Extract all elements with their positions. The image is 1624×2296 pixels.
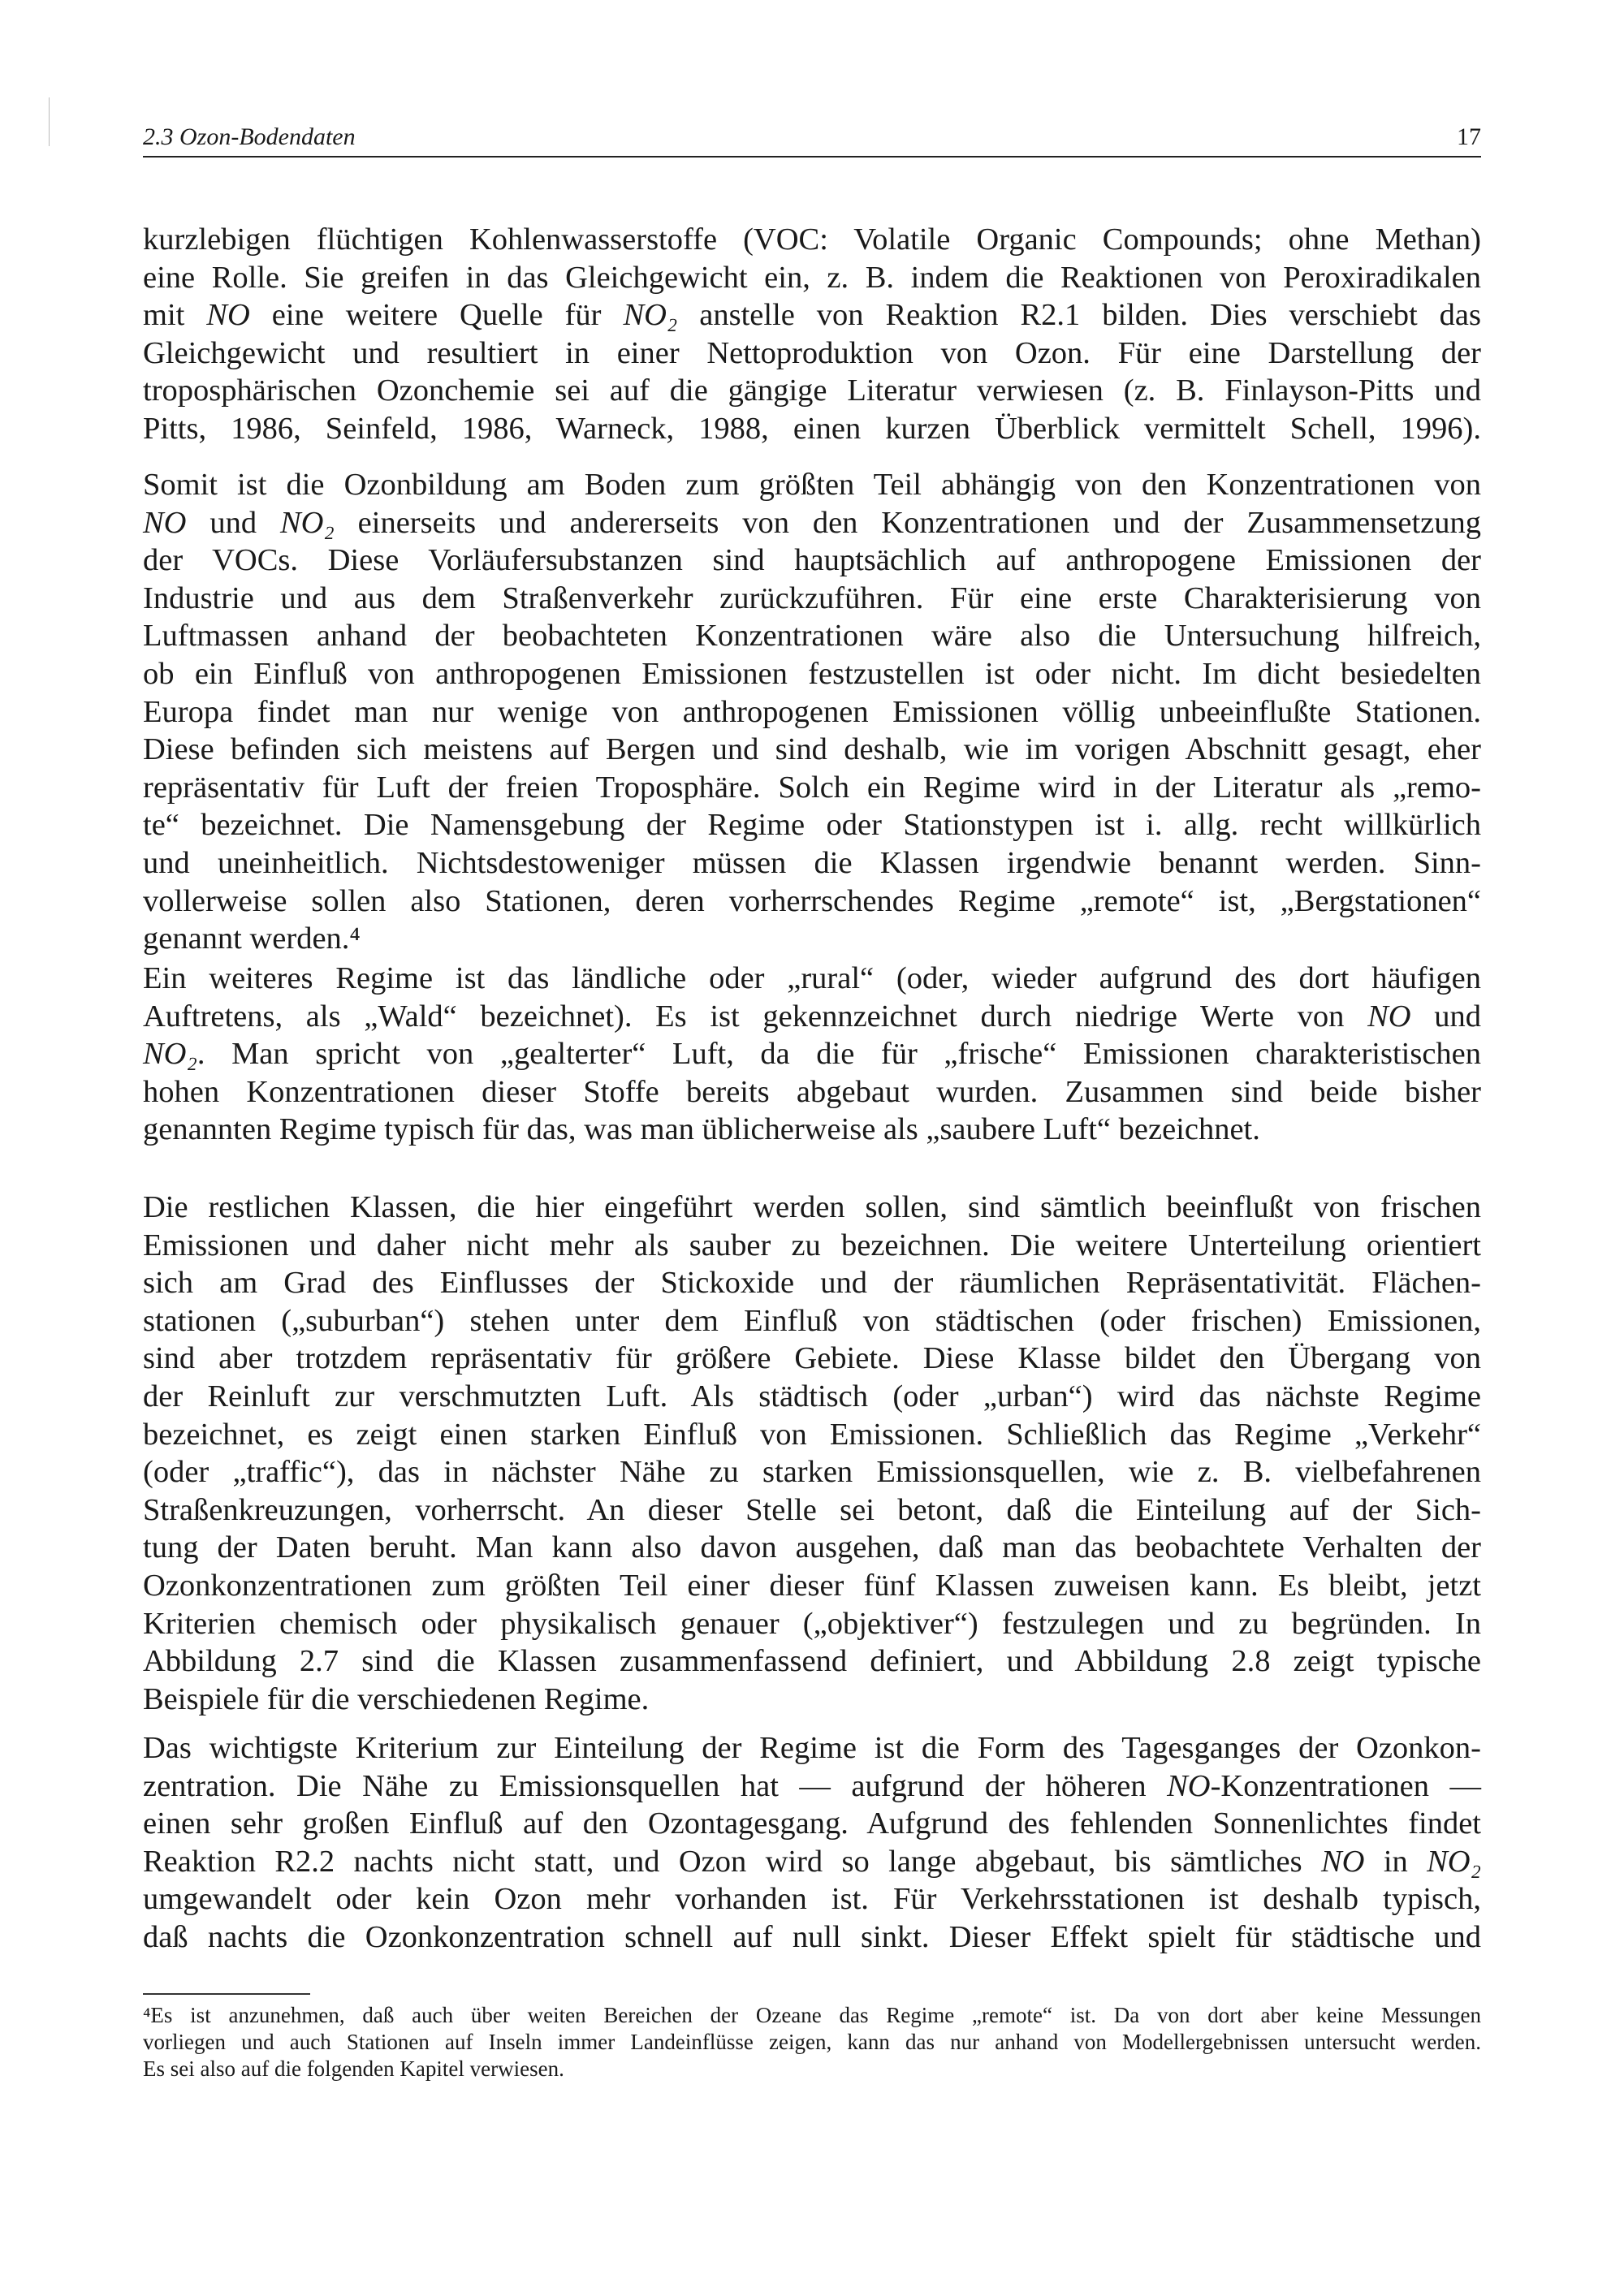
text-line: Pitts, 1986, Seinfeld, 1986, Warneck, 1988, einen kurzen Überblick vermittelt Schell, 1996). bbox=[143, 411, 1481, 446]
text-line: einen sehr großen Einfluß auf den Ozontagesgang. Aufgrund des fehlenden Sonnenlichtes findet bbox=[143, 1806, 1481, 1841]
text-line: genannt werden.⁴ bbox=[143, 921, 361, 956]
text-line: Luftmassen anhand der beobachteten Konzentrationen wäre also die Untersuchung hilfreich, bbox=[143, 619, 1481, 654]
text-line: eine Rolle. Sie greifen in das Gleichgewicht ein, z. B. indem die Reaktionen von Peroxiradikalen bbox=[143, 260, 1481, 295]
text-line: (oder „traffic“), das in nächster Nähe zu starken Emissionsquellen, wie z. B. vielbefahrenen bbox=[143, 1455, 1481, 1490]
text-line: daß nachts die Ozonkonzentration schnell auf null sinkt. Dieser Effekt spielt für städtische und bbox=[143, 1919, 1481, 1954]
text-line: umgewandelt oder kein Ozon mehr vorhanden ist. Für Verkehrsstationen ist deshalb typisch, bbox=[143, 1882, 1481, 1917]
text-line: troposphärischen Ozonchemie sei auf die gängige Literatur verwiesen (z. B. Finlayson-Pitts und bbox=[143, 373, 1481, 408]
text-line: vollerweise sollen also Stationen, deren vorherrschendes Regime „remote“ ist, „Bergstationen“ bbox=[143, 883, 1481, 918]
paragraph-1 bbox=[143, 221, 1481, 448]
text-line: Europa findet man nur wenige von anthropogenen Emissionen völlig unbeeinflußte Stationen. bbox=[143, 694, 1481, 729]
text-line: der Reinluft zur verschmutzten Luft. Als städtisch (oder „urban“) wird das nächste Regime bbox=[143, 1379, 1481, 1413]
paragraph-3 bbox=[143, 960, 1481, 1149]
text-line: Diese befinden sich meistens auf Bergen und sind deshalb, wie im vorigen Abschnitt gesagt, eher bbox=[143, 732, 1481, 767]
text-line: Ein weiteres Regime ist das ländliche oder „rural“ (oder, wieder aufgrund des dort häufigen bbox=[143, 961, 1481, 995]
text-line: Die restlichen Klassen, die hier eingeführt werden sollen, sind sämtlich beeinflußt von frischen bbox=[143, 1190, 1481, 1224]
footnote-rule bbox=[143, 1993, 310, 1995]
text-line: NO₂. Man spricht von „gealterter“ Luft, da die für „frische“ Emissionen charakteristischen bbox=[143, 1037, 1481, 1072]
text-line: Beispiele für die verschiedenen Regime. bbox=[143, 1681, 650, 1716]
text-line: bezeichnet, es zeigt einen starken Einfluß von Emissionen. Schließlich das Regime „Verkehr“ bbox=[143, 1417, 1481, 1452]
text-line: ob ein Einfluß von anthropogenen Emissionen festzustellen ist oder nicht. Im dicht besiedelten bbox=[143, 656, 1481, 691]
text-line: hohen Konzentrationen dieser Stoffe bereits abgebaut wurden. Zusammen sind beide bisher bbox=[143, 1074, 1481, 1109]
text-line: vorliegen und auch Stationen auf Inseln immer Landeinflüsse zeigen, kann das nur anhand von Modellergebnissen untersucht werden. bbox=[143, 2030, 1481, 2054]
text-line: Gleichgewicht und resultiert in einer Nettoproduktion von Ozon. Für eine Darstellung der bbox=[143, 335, 1481, 370]
scan-edge-mark bbox=[49, 97, 50, 146]
text-line: repräsentativ für Luft der freien Troposphäre. Solch ein Regime wird in der Literatur als „remo- bbox=[143, 770, 1481, 805]
text-line: ⁴Es ist anzunehmen, daß auch über weiten Bereichen der Ozeane das Regime „remote“ ist. Da von dort aber keine Messungen bbox=[143, 2003, 1481, 2027]
text-line: Somit ist die Ozonbildung am Boden zum größten Teil abhängig von den Konzentrationen von bbox=[143, 468, 1481, 502]
text-line: zentration. Die Nähe zu Emissionsquellen hat — aufgrund der höheren NO-Konzentrationen — bbox=[143, 1768, 1481, 1803]
text-line: NO und NO₂ einerseits und andererseits von den Konzentrationen und der Zusammensetzung bbox=[143, 505, 1482, 540]
paragraph-4 bbox=[143, 1189, 1481, 1718]
text-line: tung der Daten beruht. Man kann also davon ausgehen, daß man das beobachtete Verhalten der bbox=[143, 1530, 1481, 1565]
footnote bbox=[143, 2002, 1481, 2082]
paragraph-5 bbox=[143, 1729, 1481, 1957]
text-line: Reaktion R2.2 nachts nicht statt, und Ozon wird so lange abgebaut, bis sämtliches NO in NO₂ bbox=[143, 1844, 1481, 1879]
text-line: Ozonkonzentrationen zum größten Teil einer dieser fünf Klassen zuweisen kann. Es bleibt, jetzt bbox=[143, 1568, 1481, 1603]
text-line: te“ bezeichnet. Die Namensgebung der Regime oder Stationstypen ist i. allg. recht willkürlich bbox=[143, 808, 1481, 843]
paragraph-2 bbox=[143, 466, 1481, 958]
text-line: und uneinheitlich. Nichtsdestoweniger müssen die Klassen irgendwie benannt werden. Sinn- bbox=[143, 845, 1481, 880]
text-line: kurzlebigen flüchtigen Kohlenwasserstoffe (VOC: Volatile Organic Compounds; ohne Methan) bbox=[143, 222, 1481, 257]
text-line: Das wichtigste Kriterium zur Einteilung der Regime ist die Form des Tagesganges der Ozonkon- bbox=[143, 1731, 1481, 1765]
text-line: der VOCs. Diese Vorläufersubstanzen sind hauptsächlich auf anthropogene Emissionen der bbox=[143, 543, 1481, 578]
text-line: mit NO eine weitere Quelle für NO₂ anstelle von Reaktion R2.1 bilden. Dies verschiebt das bbox=[143, 298, 1482, 333]
text-line: Auftretens, als „Wald“ bezeichnet). Es ist gekennzeichnet durch niedrige Werte von NO und bbox=[143, 999, 1481, 1034]
text-line: Kriterien chemisch oder physikalisch genauer („objektiver“) festzulegen und zu begründen. In bbox=[143, 1606, 1481, 1641]
text-line: Industrie und aus dem Straßenverkehr zurückzuführen. Für eine erste Charakterisierung von bbox=[143, 580, 1481, 615]
page-number: 17 bbox=[1457, 123, 1481, 150]
text-line: Abbildung 2.7 sind die Klassen zusammenfassend definiert, und Abbildung 2.8 zeigt typische bbox=[143, 1644, 1481, 1679]
text-line: sind aber trotzdem repräsentativ für größere Gebiete. Diese Klasse bildet den Übergang von bbox=[143, 1341, 1481, 1376]
text-line: Es sei also auf die folgenden Kapitel verwiesen. bbox=[143, 2056, 564, 2081]
running-header bbox=[143, 122, 1481, 154]
section-title: 2.3 Ozon-Bodendaten bbox=[143, 123, 356, 150]
text-line: sich am Grad des Einflusses der Stickoxide und der räumlichen Repräsentativität. Flächen- bbox=[143, 1266, 1481, 1301]
text-line: Straßenkreuzungen, vorherrscht. An dieser Stelle sei betont, daß die Einteilung auf der Sich- bbox=[143, 1492, 1481, 1527]
text-line: genannten Regime typisch für das, was man üblicherweise als „saubere Luft“ bezeichnet. bbox=[143, 1112, 1260, 1147]
text-line: Emissionen und daher nicht mehr als sauber zu bezeichnen. Die weitere Unterteilung orientiert bbox=[143, 1228, 1481, 1262]
header-rule bbox=[143, 156, 1481, 158]
text-line: stationen („suburban“) stehen unter dem Einfluß von städtischen (oder frischen) Emissionen, bbox=[143, 1303, 1481, 1338]
